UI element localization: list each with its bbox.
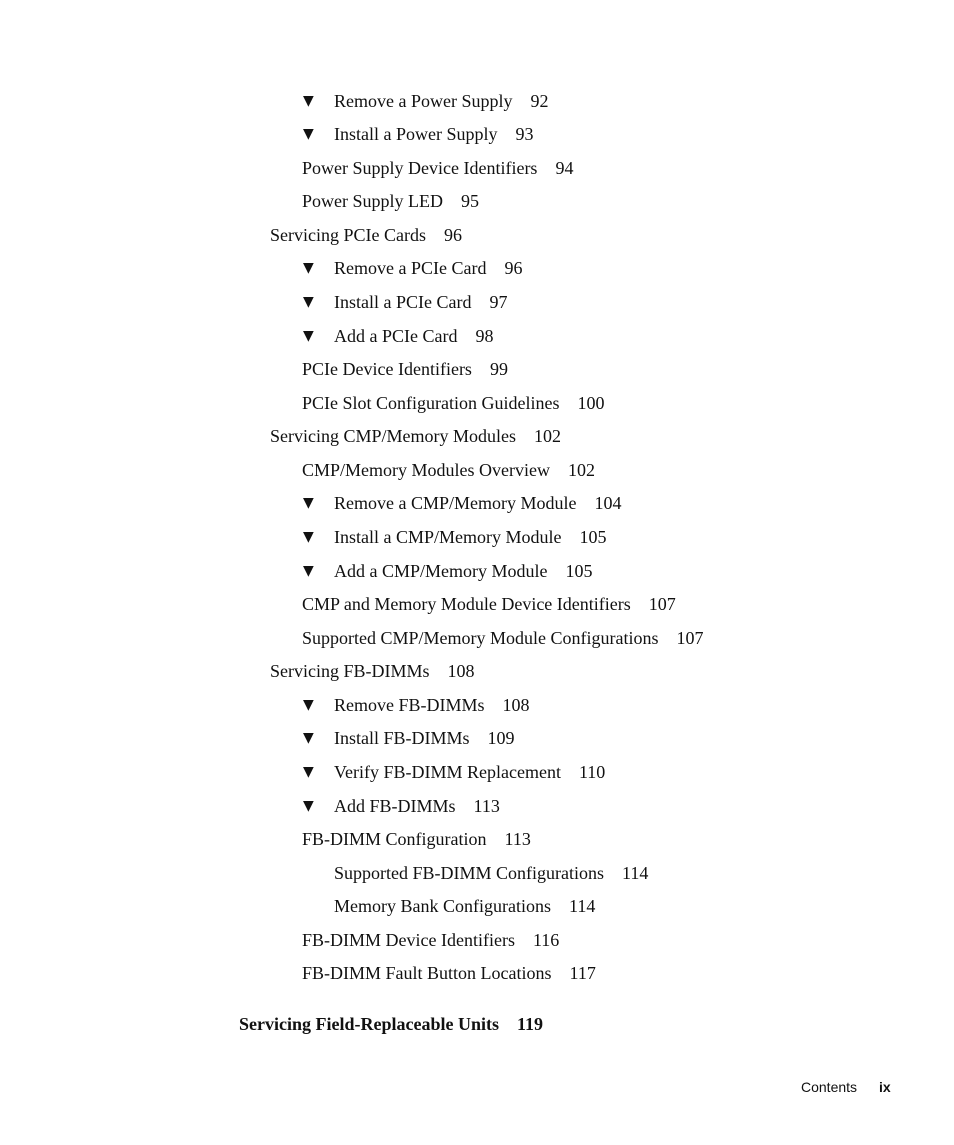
- toc-entry-page: 96: [443, 225, 462, 245]
- toc-entry-page: 93: [515, 124, 534, 144]
- toc-entry[interactable]: [303, 325, 494, 347]
- toc-entry[interactable]: [302, 190, 479, 212]
- toc-entry-page: 114: [568, 896, 596, 916]
- task-triangle-icon: ▼: [303, 730, 314, 746]
- toc-entry[interactable]: [303, 526, 607, 548]
- toc-entry-page: 110: [578, 762, 606, 782]
- toc-entry[interactable]: [303, 795, 500, 817]
- toc-entry-page: 94: [555, 158, 574, 178]
- toc-entry[interactable]: [303, 257, 523, 279]
- toc-section-entry[interactable]: [270, 224, 462, 246]
- toc-entry[interactable]: [303, 90, 549, 112]
- toc-entry-page: 92: [530, 91, 549, 111]
- toc-entry[interactable]: [303, 727, 515, 749]
- toc-entry-page: 108: [502, 695, 530, 715]
- page-number: ix: [879, 1079, 891, 1095]
- task-triangle-icon: ▼: [303, 294, 314, 310]
- toc-entry-title: CMP/Memory Modules Overview: [302, 460, 550, 480]
- toc-entry-title: Servicing PCIe Cards: [270, 225, 426, 245]
- toc-chapter-page: 119: [516, 1014, 543, 1034]
- task-triangle-icon: ▼: [303, 529, 314, 545]
- toc-entry-page: 102: [567, 460, 595, 480]
- toc-entry-title: Remove a PCIe Card: [334, 258, 487, 278]
- toc-entry[interactable]: [302, 459, 595, 481]
- toc-entry[interactable]: [302, 358, 508, 380]
- toc-entry[interactable]: [303, 694, 530, 716]
- toc-section-entry[interactable]: [270, 660, 475, 682]
- toc-entry-page: 108: [447, 661, 475, 681]
- toc-entry-page: 107: [676, 628, 704, 648]
- toc-entry-title: Remove a CMP/Memory Module: [334, 493, 577, 513]
- toc-entry[interactable]: [302, 929, 559, 951]
- toc-entry-title: Servicing FB-DIMMs: [270, 661, 430, 681]
- toc-entry-title: CMP and Memory Module Device Identifiers: [302, 594, 631, 614]
- toc-entry-page: 104: [594, 493, 622, 513]
- footer-section-label: Contents: [801, 1079, 858, 1095]
- toc-entry[interactable]: [302, 392, 604, 414]
- toc-entry-title: Add a PCIe Card: [334, 326, 458, 346]
- toc-entry-page: 100: [577, 393, 605, 413]
- toc-entry[interactable]: [302, 828, 531, 850]
- toc-entry-page: 97: [489, 292, 508, 312]
- toc-entry-title: Supported CMP/Memory Module Configurations: [302, 628, 659, 648]
- toc-entry[interactable]: [302, 962, 596, 984]
- task-triangle-icon: ▼: [303, 93, 314, 109]
- toc-entry-title: Install a PCIe Card: [334, 292, 472, 312]
- toc-entry-page: 99: [489, 359, 508, 379]
- toc-subentry[interactable]: [334, 895, 595, 917]
- toc-entry-page: 105: [565, 561, 593, 581]
- task-triangle-icon: ▼: [303, 126, 314, 142]
- toc-entry-title: Memory Bank Configurations: [334, 896, 551, 916]
- task-triangle-icon: ▼: [303, 764, 314, 780]
- toc-entry-page: 102: [534, 426, 561, 446]
- toc-chapter-title: Servicing Field-Replaceable Units: [239, 1014, 499, 1034]
- toc-subentry[interactable]: [334, 862, 648, 884]
- task-triangle-icon: ▼: [303, 495, 314, 511]
- toc-entry-page: 95: [461, 191, 479, 211]
- toc-entry[interactable]: [303, 492, 622, 514]
- toc-chapter-entry[interactable]: [239, 1014, 543, 1035]
- toc-entry[interactable]: [302, 627, 704, 649]
- toc-entry-title: Power Supply LED: [302, 191, 443, 211]
- task-triangle-icon: ▼: [303, 697, 314, 713]
- task-triangle-icon: ▼: [303, 798, 314, 814]
- toc-entry-page: 113: [504, 829, 531, 849]
- toc-entry-page: 116: [532, 930, 560, 950]
- toc-entry[interactable]: [302, 157, 573, 179]
- toc-entry[interactable]: [303, 123, 534, 145]
- page-footer: [801, 1079, 891, 1095]
- toc-entry-title: Add a CMP/Memory Module: [334, 561, 548, 581]
- toc-entry-page: 114: [622, 863, 649, 883]
- toc-entry-page: 107: [648, 594, 676, 614]
- toc-entry-title: Power Supply Device Identifiers: [302, 158, 538, 178]
- toc-entry-title: Add FB-DIMMs: [334, 796, 456, 816]
- toc-section-entry[interactable]: [270, 425, 561, 447]
- toc-entry-title: FB-DIMM Device Identifiers: [302, 930, 515, 950]
- toc-entry-page: 113: [473, 796, 500, 816]
- toc-entry-title: FB-DIMM Fault Button Locations: [302, 963, 552, 983]
- toc-entry[interactable]: [303, 761, 606, 783]
- toc-entry-page: 96: [504, 258, 523, 278]
- toc-entry-title: Remove FB-DIMMs: [334, 695, 485, 715]
- toc-entry-title: PCIe Device Identifiers: [302, 359, 472, 379]
- toc-entry-title: Verify FB-DIMM Replacement: [334, 762, 561, 782]
- toc-entry-page: 105: [579, 527, 607, 547]
- toc-entry-page: 117: [569, 963, 596, 983]
- toc-entry-title: Servicing CMP/Memory Modules: [270, 426, 516, 446]
- toc-entry[interactable]: [303, 560, 593, 582]
- toc-entry-title: Supported FB-DIMM Configurations: [334, 863, 604, 883]
- toc-entry-title: Remove a Power Supply: [334, 91, 513, 111]
- toc-entry-title: Install a CMP/Memory Module: [334, 527, 562, 547]
- toc-entry-title: Install FB-DIMMs: [334, 728, 470, 748]
- toc-entry[interactable]: [303, 291, 508, 313]
- toc-entry-title: Install a Power Supply: [334, 124, 498, 144]
- task-triangle-icon: ▼: [303, 563, 314, 579]
- toc-entry-title: FB-DIMM Configuration: [302, 829, 487, 849]
- task-triangle-icon: ▼: [303, 328, 314, 344]
- toc-entry[interactable]: [302, 593, 676, 615]
- toc-entry-page: 98: [475, 326, 494, 346]
- toc-entry-page: 109: [487, 728, 515, 748]
- toc-entry-title: PCIe Slot Configuration Guidelines: [302, 393, 560, 413]
- task-triangle-icon: ▼: [303, 260, 314, 276]
